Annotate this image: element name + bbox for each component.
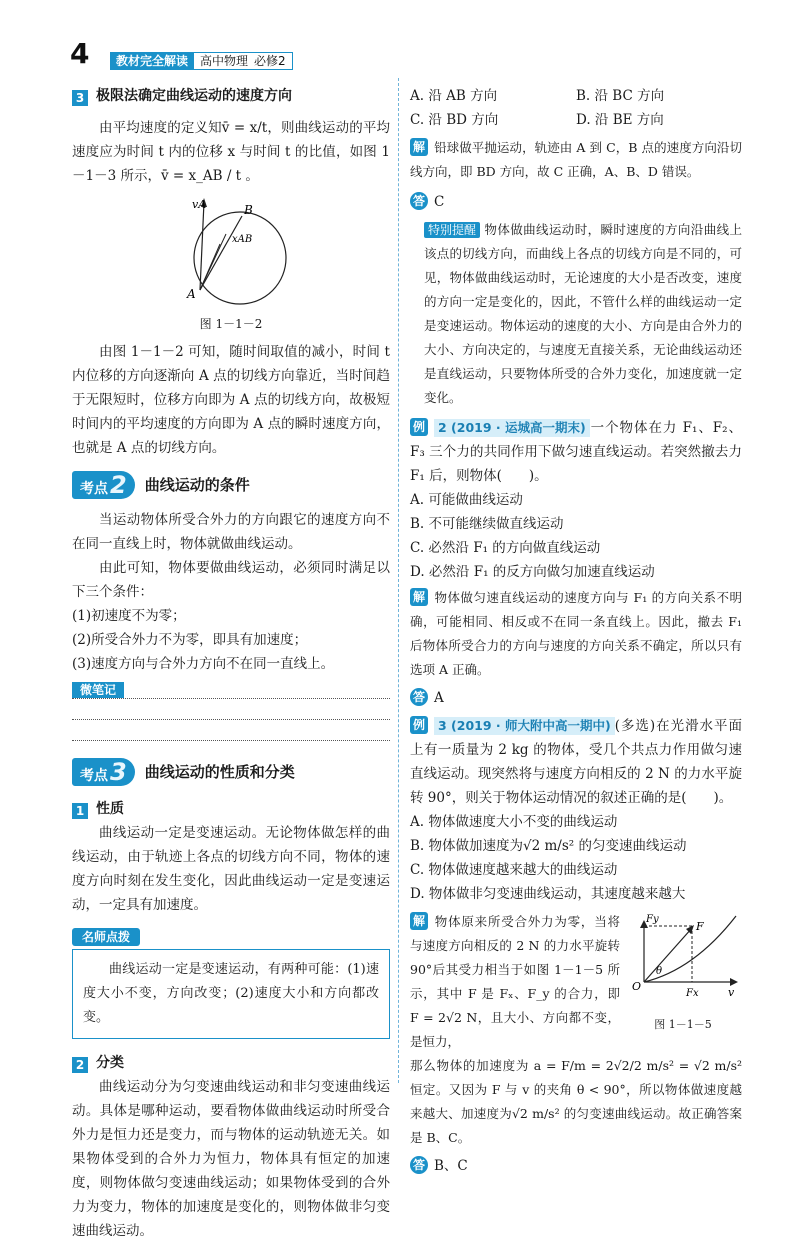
section-heading [72,797,390,821]
kaodian-2-heading [72,470,390,500]
solution: 解 物体做匀速直线运动的速度方向与 F₁ 的方向关系不明确，可能相同、相反或不在同一条直线上。因此，撤去 F₁ 后物体所受合力的方向与速度的方向关系不确定，所以只有选项 A 正确。 [410,590,742,677]
kaodian-title: 曲线运动的性质和分类 [144,763,295,781]
section-title: 极限法确定曲线运动的速度方向 [96,88,292,104]
svg-text:O: O [632,980,642,993]
paragraph: 由此可知，物体要做曲线运动，必须同时满足以下三个条件： [72,560,390,600]
note-line [72,699,390,720]
answer-icon: 答 [410,1156,428,1174]
figure-1-1-2 [72,194,390,310]
solution: 解 铅球做平抛运动，轨迹由 A 到 C，B 点的速度方向沿切线方向，即 BD 方向，故 C 正确，A、B、D 错误。 [410,140,742,179]
paragraph: 曲线运动分为匀变速曲线运动和非匀变速曲线运动。具体是哪种运动，要看物体做曲线运动时所受合外力是恒力还是变力，而与物体的运动轨迹无关。如果物体受到的合外力为恒力，物体具有恒定的加速度，则物体做匀变速曲线运动；如果物体受到的合外力为变力，物体的加速度是变化的，则物体做非匀变速曲线运动。 [72,1079,390,1239]
option: C. 沿 BD 方向 [410,112,499,128]
condition-item: (2)所受合外力不为零，即具有加速度； [72,632,308,648]
page-number: 4 [70,37,90,70]
kaodian-3-heading [72,757,390,787]
example-2-stem: 例 2 (2019 · 运城高一期末) 一个物体在力 F₁、F₂、F₃ 三个力的共同作用下做匀速直线运动。若突然撤去力 F₁ 后，则物体( )。 [410,420,742,484]
answer: 答 B、C [410,1154,742,1178]
paragraph: 曲线运动一定是变速运动。无论物体做怎样的曲线运动，由于轨迹上各点的切线方向不同，物体的速度方向时刻在发生变化，因此曲线运动一定是变速运动，一定具有加速度。 [72,825,390,913]
solve-icon: 解 [410,138,428,156]
kaodian-title: 曲线运动的条件 [144,476,250,494]
svg-text:xAB: xAB [232,234,253,245]
option: A. 可能做曲线运动 [410,492,523,508]
figure-1-1-5 [624,910,742,1031]
q1-options [410,84,742,132]
right-column [410,84,742,1178]
section-heading [72,84,390,108]
answer-icon: 答 [410,192,428,210]
example-source: 2 (2019 · 运城高一期末) [434,419,590,437]
answer: 答 C [410,190,742,214]
svg-text:F: F [696,920,704,933]
ex2-options [410,488,742,584]
micro-notes-label: 微笔记 [72,682,124,698]
solution-continued: 那么物体的加速度为 a = F/m = 2√2/2 m/s² = √2 m/s² 恒定。又因为 F 与 v 的夹角 θ < 90°，所以物体做速度越来越大、加速度为√2 m/s² 的匀变速曲线运动。故正确答案是 B、C。 [410,1058,742,1145]
svg-text:θ: θ [656,966,663,977]
section-number: 1 [72,803,88,819]
section-title: 分类 [96,1055,124,1071]
ex3-solution-block [410,910,742,1150]
circle-diagram [72,194,390,310]
option: C. 必然沿 F₁ 的方向做直线运动 [410,540,601,556]
example-icon: 例 [410,716,428,734]
subject-title: 高中物理 必修2 [194,52,293,70]
option: D. 物体做非匀变速曲线运动，其速度越来越大 [410,886,686,902]
condition-item: (3)速度方向与合外力方向不在同一直线上。 [72,656,335,672]
svg-text:v: v [728,986,735,999]
svg-text:vA: vA [192,198,207,211]
option: B. 物体做加速度为√2 m/s² 的匀变速曲线运动 [410,838,687,854]
example-icon: 例 [410,418,428,436]
solve-icon: 解 [410,588,428,606]
running-header [110,52,293,70]
ex3-options [410,810,742,906]
option: B. 沿 BC 方向 [576,88,665,104]
example-3-stem: 例 3 (2019 · 师大附中高一期中) (多选)在光滑水平面上有一质量为 2 kg 的物体，受几个共点力作用做匀速直线运动。现突然将与速度方向相反的 2 N 的力水平旋转 90°，则关于物体运动情况的叙述正确的是( )。 [410,718,742,806]
figure-caption: 图 1－1－2 [199,317,263,331]
option: B. 不可能继续做直线运动 [410,516,564,532]
answer-icon: 答 [410,688,428,706]
series-title: 教材完全解读 [110,52,194,70]
special-reminder-label: 特别提醒 [424,222,480,238]
teacher-tip [72,925,390,1039]
answer: 答 A [410,686,742,710]
section-title: 性质 [96,801,124,817]
paragraph: 由图 1－1－2 可知，随时间取值的减小，时间 t 内位移的方向逐渐向 A 点的切线方向靠近，当时间趋于无限短时，位移方向即为 A 点的切线方向，故极短时间内的平均速度的方向即为 A 点的瞬时速度方向，也就是 A 点的切线方向。 [72,344,390,456]
solve-icon: 解 [410,912,428,930]
svg-text:Fx: Fx [686,988,699,999]
svg-text:A: A [187,287,196,301]
example-source: 3 (2019 · 师大附中高一期中) [434,717,615,735]
left-column [72,84,390,1243]
section-number: 3 [72,90,88,106]
section-number: 2 [72,1057,88,1073]
condition-item: (1)初速度不为零； [72,608,186,624]
option: A. 沿 AB 方向 [410,88,498,104]
note-line [72,720,390,741]
kaodian-badge: 考点3 [72,758,135,786]
kaodian-badge: 考点2 [72,471,135,499]
micro-notes [72,678,390,741]
svg-text:B: B [244,203,253,217]
option: D. 必然沿 F₁ 的反方向做匀加速直线运动 [410,564,655,580]
option: D. 沿 BE 方向 [576,112,664,128]
tip-text: 曲线运动一定是变速运动，有两种可能：(1)速度大小不变，方向改变；(2)速度大小和方向都改变。 [83,962,379,1025]
special-reminder: 特别提醒 物体做曲线运动时，瞬时速度的方向沿曲线上该点的切线方向，而曲线上各点的切线方向是不同的，可见，物体做曲线运动时，无论速度的大小是否改变，速度的方向一定是变化的，因此，不管什么样的曲线运动一定是变速运动。物体运动的速度的大小、方向是由合外力的大小、方向决定的，与速度无直接关系，无论曲线运动还是直线运动，只要物体所受的合外力变化，加速度就一定变化。 [424,222,742,405]
option: C. 物体做速度越来越大的曲线运动 [410,862,618,878]
paragraph: 由平均速度的定义知v̄ = x/t，则曲线运动的平均速度应为时间 t 内的位移 x 与时间 t 的比值，如图 1－1－3 所示，v̄ = x_AB / t 。 [72,120,390,184]
section-heading [72,1051,390,1075]
paragraph: 当运动物体所受合外力的方向跟它的速度方向不在同一直线上时，物体就做曲线运动。 [72,512,390,552]
teacher-tip-box [72,949,390,1039]
column-divider [398,78,399,1083]
force-diagram [624,910,742,1010]
svg-text:Fy: Fy [646,914,659,925]
solution: 解 物体原来所受合外力为零，当将与速度方向相反的 2 N 的力水平旋转 90°后其受力相当于如图 1－1－5 所示，其中 F 是 Fₓ、F_y 的合力，即 F = 2√2 N，且大小、方向都不变，是恒力， [410,914,620,1049]
option: A. 物体做速度大小不变的曲线运动 [410,814,618,830]
figure-caption: 图 1－1－5 [654,1018,712,1031]
teacher-tip-label: 名师点拨 [72,928,140,946]
